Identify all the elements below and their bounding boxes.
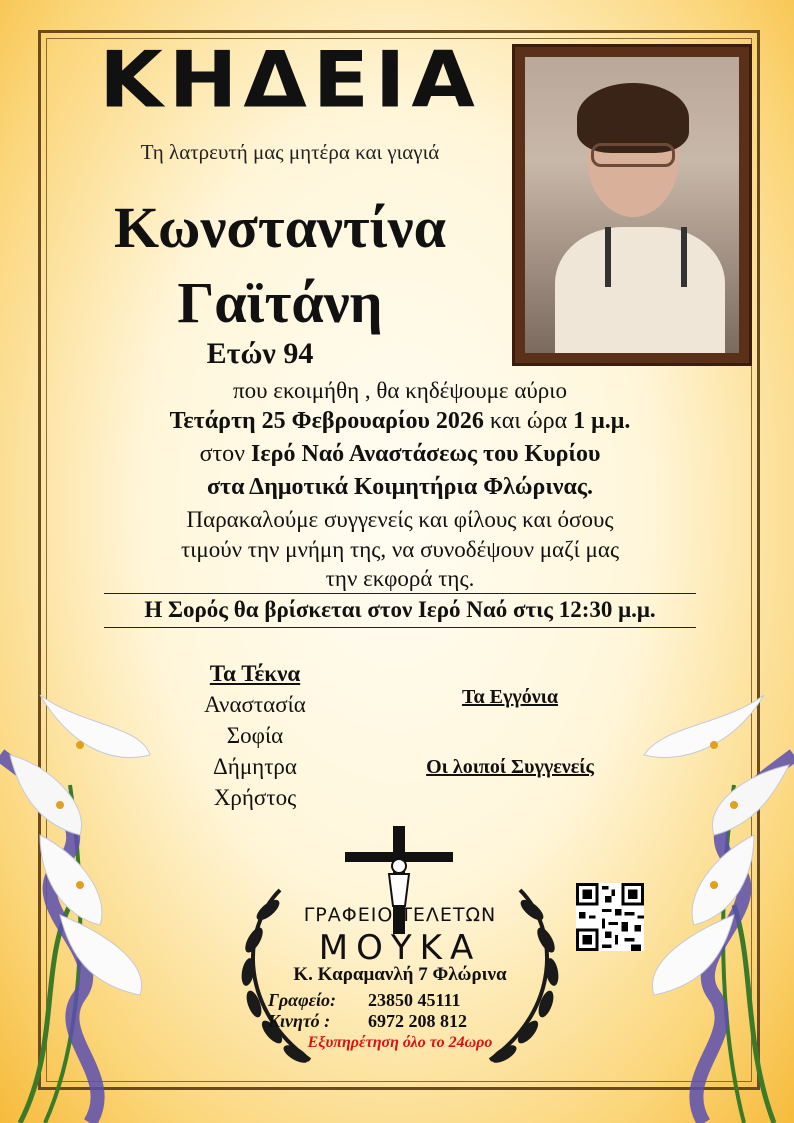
deceased-name xyxy=(40,190,520,341)
deceased-age: Ετών 94 xyxy=(206,337,314,370)
children-list xyxy=(160,658,350,813)
body-line-1: που εκοιμήθη , θα κηδέψουμε αύριο xyxy=(233,378,567,403)
child-name: Δήμητρα xyxy=(213,754,297,779)
qr-code-icon xyxy=(576,883,644,951)
mobile-phone: 6972 208 812 xyxy=(368,1011,467,1031)
notice-subtitle: Τη λατρευτή μας μητέρα και γιαγιά xyxy=(140,140,440,164)
portrait-frame xyxy=(512,44,752,366)
portrait-photo xyxy=(525,57,739,353)
body-line-3: στον Ιερό Ναό Αναστάσεως του Κυρίου xyxy=(199,441,601,467)
child-name: Σοφία xyxy=(226,723,284,748)
funeral-home-service: Εξυπηρέτηση όλο το 24ωρο xyxy=(307,1034,493,1051)
child-name: Χρήστος xyxy=(213,785,297,810)
funeral-home-heading: ΓΡΑΦΕΙΟ ΤΕΛΕΤΩΝ xyxy=(303,904,497,926)
child-name: Αναστασία xyxy=(204,692,306,717)
funeral-home-office: Γραφείο: 23850 45111 xyxy=(268,990,461,1010)
funeral-home-address: Κ. Καραμανλή 7 Φλώρινα xyxy=(293,964,507,985)
funeral-home-name: ΜΟΥΚΑ xyxy=(318,928,482,968)
grandchildren-heading: Τα Εγγόνια xyxy=(461,686,559,708)
divider-bottom xyxy=(104,627,696,628)
funeral-time: 1 μ.μ. xyxy=(573,408,631,434)
body-line-7: την εκφορά της. xyxy=(325,566,475,591)
funeral-date: Τετάρτη 25 Φεβρουαρίου 2026 xyxy=(169,408,484,434)
portrait-collar xyxy=(605,227,687,287)
notice-title: ΚΗΔΕΙΑ xyxy=(99,35,481,126)
lily-flowers-right xyxy=(624,665,794,1123)
body-line-8: Η Σορός θα βρίσκεται στον Ιερό Ναό στις 12:30 μ.μ. xyxy=(144,597,656,622)
deceased-last-name: Γαϊτάνη xyxy=(177,270,383,336)
office-phone: 23850 45111 xyxy=(368,990,461,1010)
body-line-6: τιμούν την μνήμη της, να συνοδέψουν μαζί μας xyxy=(180,537,620,562)
body-line-5: Παρακαλούμε συγγενείς και φίλους και όσους xyxy=(186,507,614,532)
relatives-heading: Οι λοιποί Συγγενείς xyxy=(426,756,594,778)
children-heading: Τα Τέκνα xyxy=(209,661,301,686)
portrait-glasses xyxy=(591,143,675,167)
body-line-4: στα Δημοτικά Κοιμητήρια Φλώρινας. xyxy=(206,474,593,500)
divider-top xyxy=(104,593,696,594)
body-line-2: Τετάρτη 25 Φεβρουαρίου 2026 και ώρα 1 μ.μ. xyxy=(169,408,631,434)
church-name: Ιερό Ναό Αναστάσεως του Κυρίου xyxy=(251,441,601,467)
deceased-first-name: Κωνσταντίνα xyxy=(114,195,446,260)
funeral-home-mobile: Κινητό : 6972 208 812 xyxy=(268,1011,467,1031)
